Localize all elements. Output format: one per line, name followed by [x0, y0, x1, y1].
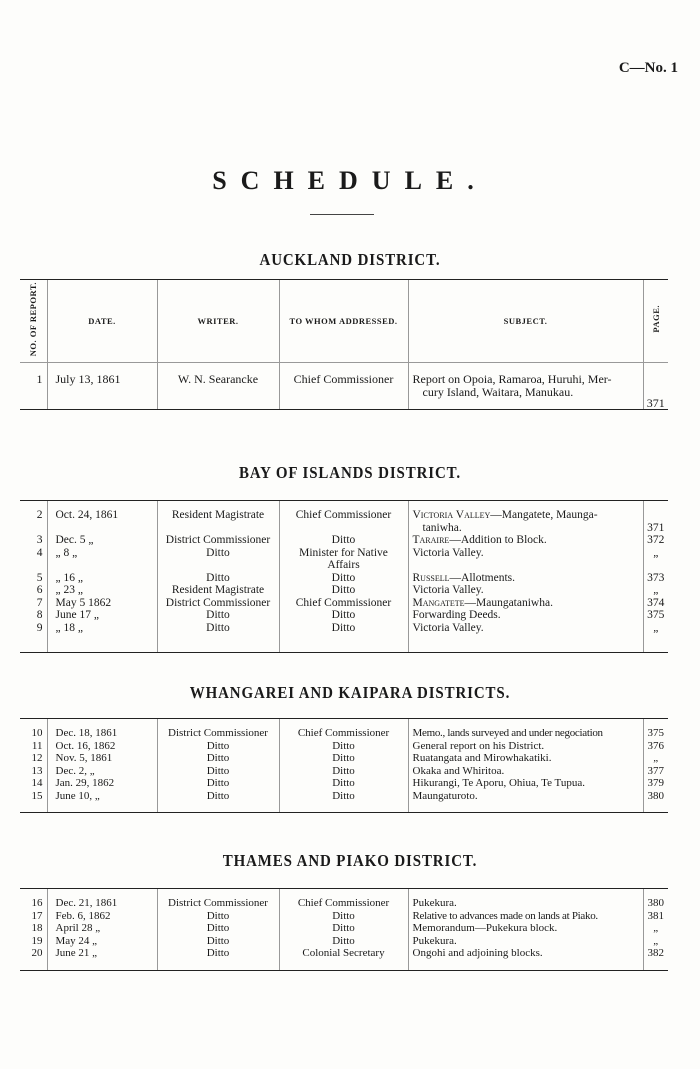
table-row: 2 Oct. 24, 1861 Resident Magistrate Chief Commissioner Victoria Valley—Mangatete, Maunga- taniwha. 371: [20, 509, 668, 534]
district-heading: WHANGAREI AND KAIPARA DISTRICTS.: [189, 683, 511, 702]
table-row: 10 Dec. 18, 1861 District Commissioner Chief Commissioner Memo., lands surveyed and under negociation 375: [20, 727, 668, 740]
table-row: 20 June 21 „ Ditto Colonial Secretary Ongohi and adjoining blocks. 382: [20, 947, 668, 960]
column-header-subject: SUBJECT.: [408, 280, 643, 363]
table-row: 3 Dec. 5 „ District Commissioner Ditto Taraire—Addition to Block. 372: [20, 534, 668, 547]
table-row: 17 Feb. 6, 1862 Ditto Ditto Relative to advances made on lands at Piako. 381: [20, 910, 668, 923]
table-row: 14 Jan. 29, 1862 Ditto Ditto Hikurangi, Te Aporu, Ohiua, Te Tupua. 379: [20, 777, 668, 790]
table-row: 7 May 5 1862 District Commissioner Chief Commissioner Mangatete—Maungataniwha. 374: [20, 597, 668, 610]
column-header-writer: WRITER.: [157, 280, 279, 363]
schedule-table-auckland: [20, 279, 668, 410]
table-row: 5 „ 16 „ Ditto Ditto Russell—Allotments. 373: [20, 572, 668, 585]
schedule-table-whangarei-kaipara: [20, 718, 668, 813]
table-row: 1 July 13, 1861 W. N. Searancke Chief Commissioner Report on Opoia, Ramaroa, Huruhi, Mer- cury Island, Waitara, Manukau. 371: [20, 363, 668, 410]
table-row: 4 „ 8 „ Ditto Minister for Native Affairs Victoria Valley. „: [20, 547, 668, 572]
district-heading: THAMES AND PIAKO DISTRICT.: [222, 851, 478, 870]
table-row: 16 Dec. 21, 1861 District Commissioner Chief Commissioner Pukekura. 380: [20, 897, 668, 910]
table-row: 12 Nov. 5, 1861 Ditto Ditto Ruatangata and Mirowhakatiki. „: [20, 752, 668, 765]
table-row: 9 „ 18 „ Ditto Ditto Victoria Valley. „: [20, 622, 668, 635]
table-row: 15 June 10, „ Ditto Ditto Maungaturoto. 380: [20, 790, 668, 803]
column-header-page: PAGE.: [643, 280, 668, 363]
table-row: 13 Dec. 2, „ Ditto Ditto Okaka and Whiritoa. 377: [20, 765, 668, 778]
column-header-whom: TO WHOM ADDRESSED.: [279, 280, 408, 363]
district-heading: AUCKLAND DISTRICT.: [259, 250, 441, 269]
district-heading: BAY OF ISLANDS DISTRICT.: [238, 463, 462, 482]
schedule-table-bay-of-islands: [20, 500, 668, 653]
table-row: 8 June 17 „ Ditto Ditto Forwarding Deeds. 375: [20, 609, 668, 622]
schedule-table-thames-piako: [20, 888, 668, 971]
title-divider: [310, 214, 374, 215]
column-header-no: NO. OF REPORT.: [20, 280, 47, 363]
table-row: 6 „ 23 „ Resident Magistrate Ditto Victoria Valley. „: [20, 584, 668, 597]
table-row: 18 April 28 „ Ditto Ditto Memorandum—Pukekura block. „: [20, 922, 668, 935]
page-title: SCHEDULE.: [212, 166, 488, 195]
column-header-date: DATE.: [47, 280, 157, 363]
page-reference: C—No. 1: [618, 60, 678, 76]
table-row: 11 Oct. 16, 1862 Ditto Ditto General report on his District. 376: [20, 740, 668, 753]
table-row: 19 May 24 „ Ditto Ditto Pukekura. „: [20, 935, 668, 948]
